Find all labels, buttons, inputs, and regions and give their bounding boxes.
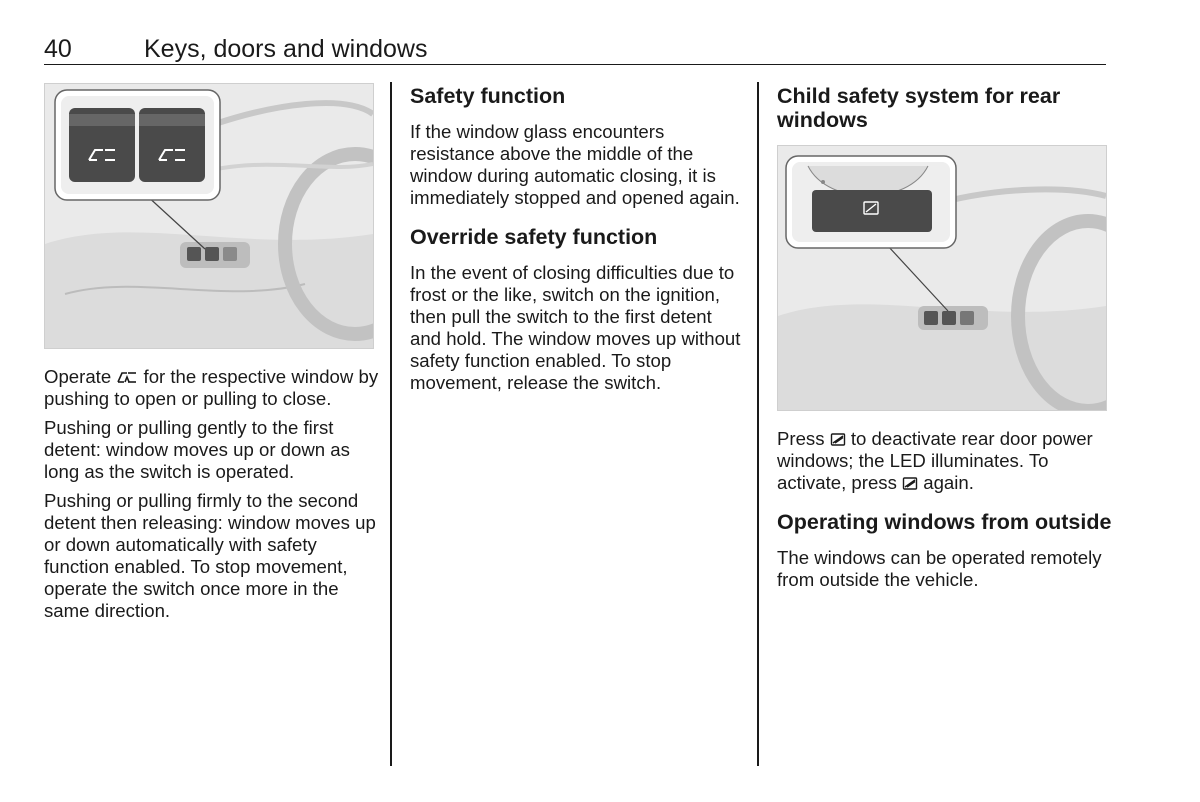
column-3-text <box>777 428 1113 591</box>
paragraph-text: Press <box>777 428 825 449</box>
paragraph-operating-outside: The windows can be operated remotely from outside the vehicle. <box>777 547 1102 590</box>
page-number: 40 <box>44 35 72 63</box>
column-3-heading <box>777 84 1097 132</box>
paragraph-override-safety: In the event of closing difficulties due to frost or the like, switch on the ignition, then pull the switch to the first detent and hold. The window moves up without safety function enabled. To stop movement, release the switch. <box>410 262 741 393</box>
paragraph-operate <box>44 366 380 410</box>
door-panel-drawing <box>45 84 373 348</box>
column-2-text <box>410 84 746 394</box>
column-divider <box>390 82 392 766</box>
child-lock-illustration <box>777 145 1107 411</box>
window-switch-icon <box>116 370 138 384</box>
paragraph-child-lock <box>777 428 1113 494</box>
window-switch-illustration <box>44 83 374 349</box>
paragraph-text: to deactivate rear door power windows; the LED illuminates. To activate, press <box>777 428 1093 493</box>
paragraph-gentle-push: Pushing or pulling gently to the first detent: window moves up or down as long as the switch is operated. <box>44 417 350 482</box>
door-panel-drawing <box>778 146 1106 410</box>
child-lock-icon <box>902 476 918 491</box>
page-header <box>44 34 1106 65</box>
heading-override-safety: Override safety function <box>410 225 658 249</box>
paragraph-text: for the respective window by pushing to open or pulling to close. <box>44 366 379 409</box>
paragraph-safety-function: If the window glass encounters resistance above the middle of the window during automatic closing, it is immediately stopped and opened again. <box>410 121 740 208</box>
paragraph-text: again. <box>923 472 974 493</box>
chapter-title: Keys, doors and windows <box>144 35 428 63</box>
paragraph-firm-push: Pushing or pulling firmly to the second detent then releasing: window moves up or down automatically with safety function enabled. To stop movement, operate the switch once more in the same direction. <box>44 490 376 621</box>
child-lock-icon <box>830 432 846 447</box>
heading-safety-function: Safety function <box>410 84 566 108</box>
heading-operating-outside: Operating windows from outside <box>777 510 1112 534</box>
column-1-text <box>44 366 380 622</box>
column-divider <box>757 82 759 766</box>
heading-child-safety: Child safety system for rear windows <box>777 84 1061 132</box>
paragraph-text: Operate <box>44 366 112 387</box>
